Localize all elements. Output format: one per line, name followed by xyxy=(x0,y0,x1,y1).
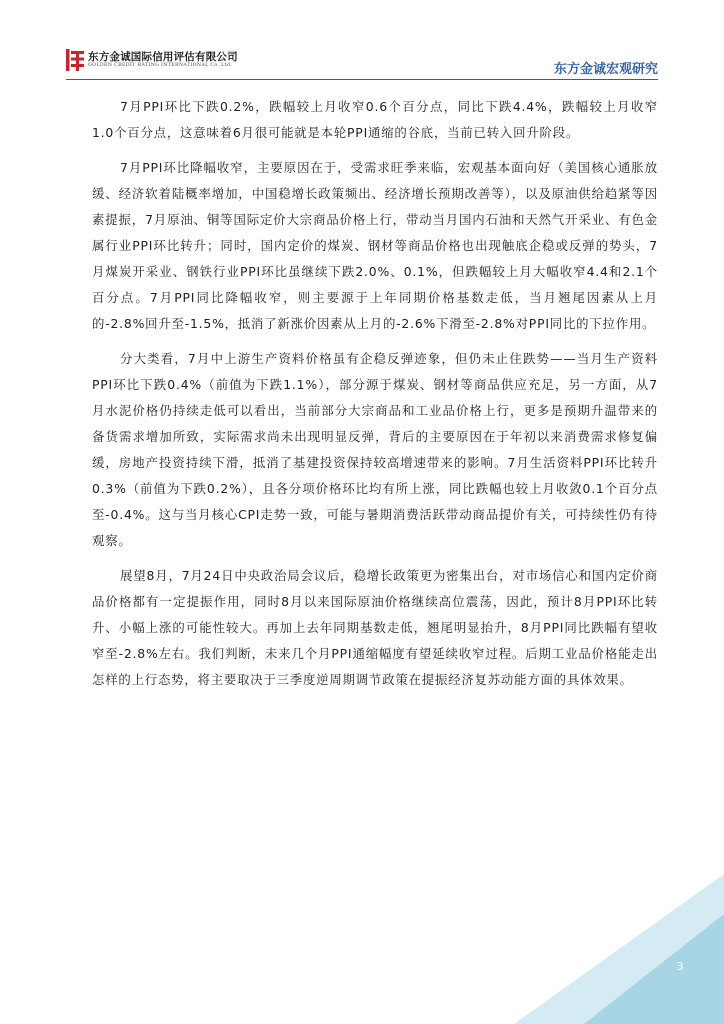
company-logo xyxy=(66,48,256,76)
paragraph-ppi-summary: 7月PPI环比下跌0.2%，跌幅较上月收窄0.6个百分点，同比下跌4.4%，跌幅较上月收窄1.0个百分点，这意味着6月很可能就是本轮PPI通缩的谷底，当前已转入回升阶段。 xyxy=(92,99,658,140)
company-logo-icon xyxy=(66,49,84,71)
header-divider xyxy=(66,79,658,80)
paragraph-outlook: 展望8月，7月24日中央政治局会议后，稳增长政策更为密集出台，对市场信心和国内定价商品价格都有一定提振作用，同时8月以来国际原油价格继续高位震荡，因此，预计8月PPI环比转升、小幅上涨的可能性较大。再加上去年同期基数走低，翘尾明显抬升，8月PPI同比跌幅有望收窄至-2.8%左右。我们判断，未来几个月PPI通缩幅度有望延续收窄过程。后期工业品价格能走出怎样的上行态势，将主要取决于三季度逆周期调节政策在提振经济复苏动能方面的具体效果。 xyxy=(92,568,658,687)
company-name-cn: 东方金诚国际信用评估有限公司 xyxy=(88,51,238,63)
page-number: 3 xyxy=(676,960,684,973)
page-header xyxy=(0,0,724,90)
company-name-en: GOLDEN CREDIT RATING INTERNATIONAL Co.,Ltd. xyxy=(88,63,233,68)
brand-title: 东方金诚宏观研究 xyxy=(553,62,658,77)
corner-decoration xyxy=(514,874,724,1024)
paragraph-ppi-drivers: 7月PPI环比降幅收窄，主要原因在于，受需求旺季来临，宏观基本面向好（美国核心通胀放缓、经济软着陆概率增加，中国稳增长政策频出、经济增长预期改善等），以及原油供给趋紧等因素提振，7月原油、铜等国际定价大宗商品价格上行，带动当月国内石油和天然气开采业、有色金属行业PPI环比转升；同时，国内定价的煤炭、钢材等商品价格也出现触底企稳或反弹的势头，7月煤炭开采业、钢铁行业PPI环比虽继续下跌2.0%、0.1%，但跌幅较上月大幅收窄4.4和2.1个百分点。7月PPI同比降幅收窄，则主要源于上年同期价格基数走低，当月翘尾因素从上月的-2.8%回升至-1.5%，抵消了新涨价因素从上月的-2.6%下滑至-2.8%对PPI同比的下拉作用。 xyxy=(92,160,658,331)
article-body xyxy=(92,94,658,702)
paragraph-category-analysis: 分大类看，7月中上游生产资料价格虽有企稳反弹迹象，但仍未止住跌势——当月生产资料PPI环比下跌0.4%（前值为下跌1.1%），部分源于煤炭、钢材等商品供应充足，另一方面，从7月水泥价格仍持续走低可以看出，当前部分大宗商品和工业品价格上行，更多是预期升温带来的备货需求增加所致，实际需求尚未出现明显反弹，背后的主要原因在于年初以来消费需求修复偏缓，房地产投资持续下滑，抵消了基建投资保持较高增速带来的影响。7月生活资料PPI环比转升0.3%（前值为下跌0.2%），且各分项价格环比均有所上涨，同比跌幅也较上月收敛0.1个百分点至-0.4%。这与当月核心CPI走势一致，可能与暑期消费活跃带动商品提价有关，可持续性仍有待观察。 xyxy=(92,351,658,548)
